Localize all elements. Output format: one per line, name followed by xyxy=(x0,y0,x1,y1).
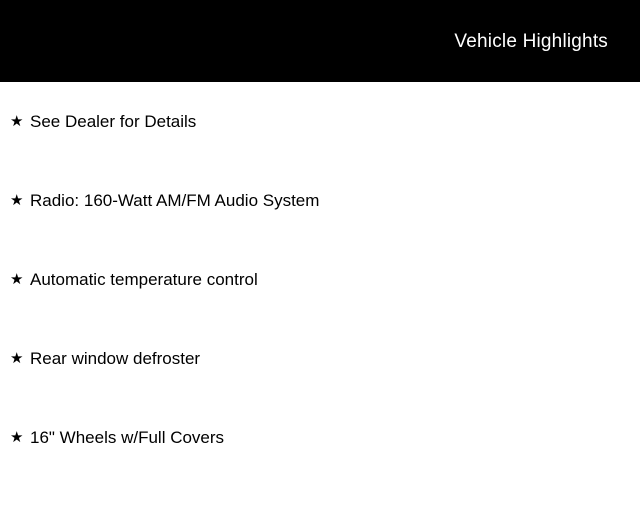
page-title: Vehicle Highlights xyxy=(454,30,608,52)
star-icon: ★ xyxy=(10,271,24,288)
list-item xyxy=(0,349,640,428)
star-icon: ★ xyxy=(10,429,24,446)
highlight-label: Automatic temperature control xyxy=(30,270,258,289)
list-item xyxy=(0,428,640,507)
highlight-label: 16" Wheels w/Full Covers xyxy=(30,428,225,447)
highlight-label: Radio: 160-Watt AM/FM Audio System xyxy=(30,191,320,210)
header-bar xyxy=(0,0,640,82)
star-icon: ★ xyxy=(10,192,24,209)
highlights-list xyxy=(0,82,640,507)
star-icon: ★ xyxy=(10,350,24,367)
list-item xyxy=(0,270,640,349)
highlight-label: Rear window defroster xyxy=(30,349,201,368)
star-icon: ★ xyxy=(10,113,24,130)
highlight-label: See Dealer for Details xyxy=(30,112,197,131)
list-item xyxy=(0,82,640,191)
list-item xyxy=(0,191,640,270)
